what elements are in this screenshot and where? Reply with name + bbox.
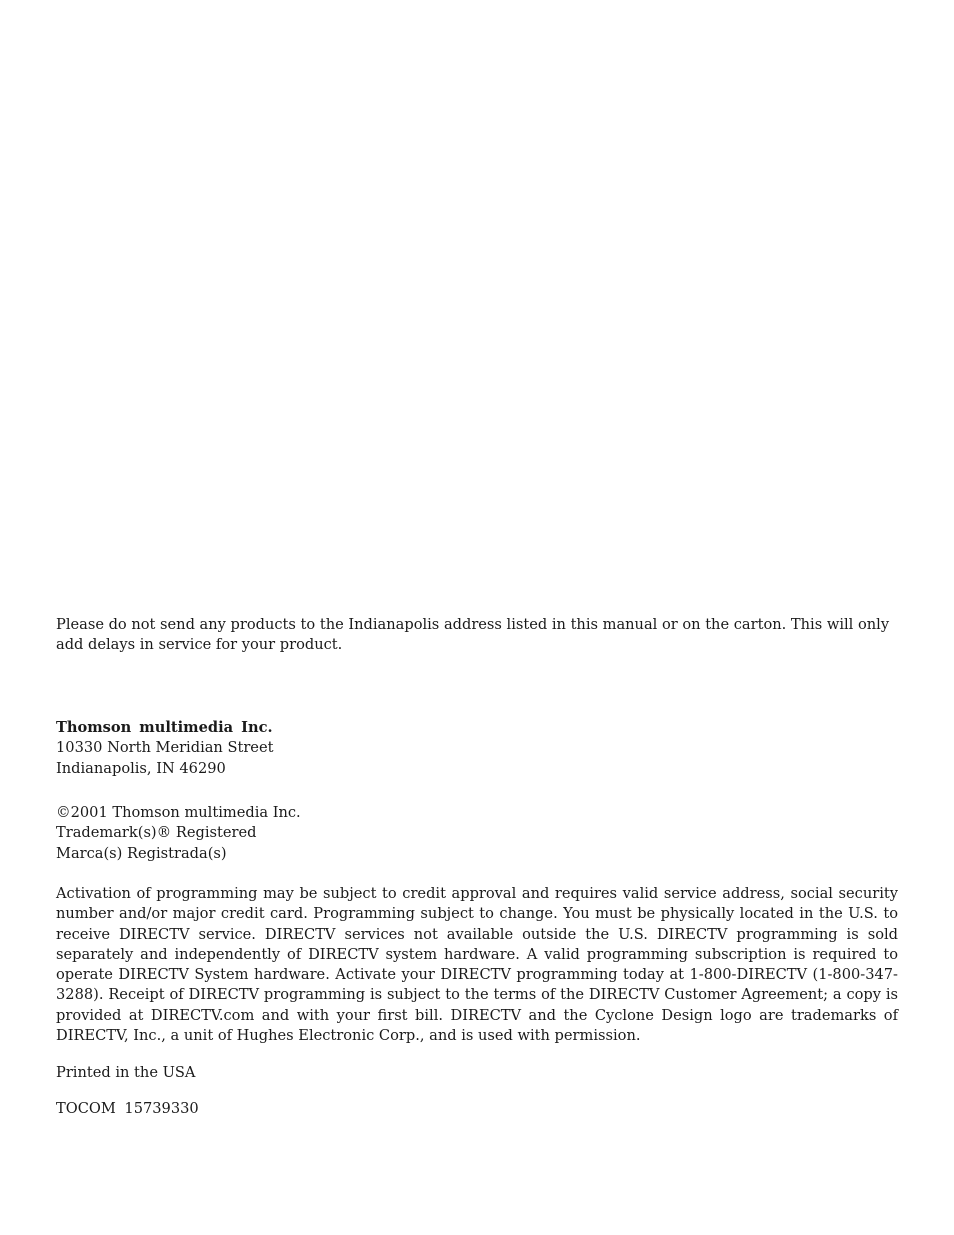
copyright-line: ©2001 Thomson multimedia Inc. [56, 804, 301, 821]
shipping-notice: Please do not send any products to the Indianapolis address listed in this manual or on the carton. This will only add delays in service for your product. [56, 616, 890, 654]
trademark-line: Trademark(s)® Registered [56, 824, 257, 842]
company-name: Thomson multimedia Inc. [56, 719, 273, 736]
company-address [56, 718, 898, 779]
document-page [56, 0, 898, 1235]
directv-legal-text: Activation of programming may be subject to credit approval and requires valid service address, social security number and/or major credit card. Programming subject to change. You must be physically located in the U.S. to receive DIRECTV service. DIRECTV services not available outside the U.S. DIRECTV programming is sold separately and independently of DIRECTV system hardware. A valid programming subscription is required to operate DIRECTV System hardware. Activate your DIRECTV programming today at 1-800-DIRECTV (1-800-347-3288). Receipt of DIRECTV programming is subject to the terms of the DIRECTV Customer Agreement; a copy is provided at DIRECTV.com and with your first bill. DIRECTV and the Cyclone Design logo are trademarks of DIRECTV, Inc., a unit of Hughes Electronic Corp., and is used with permission. [56, 885, 898, 1045]
marca-line: Marca(s) Registrada(s) [56, 844, 227, 862]
tocom-number: TOCOM 15739330 [56, 1100, 199, 1117]
city-state-zip: Indianapolis, IN 46290 [56, 759, 226, 777]
street-address: 10330 North Meridian Street [56, 739, 274, 757]
copyright-block [56, 803, 898, 864]
printed-in-usa: Printed in the USA [56, 1064, 196, 1081]
